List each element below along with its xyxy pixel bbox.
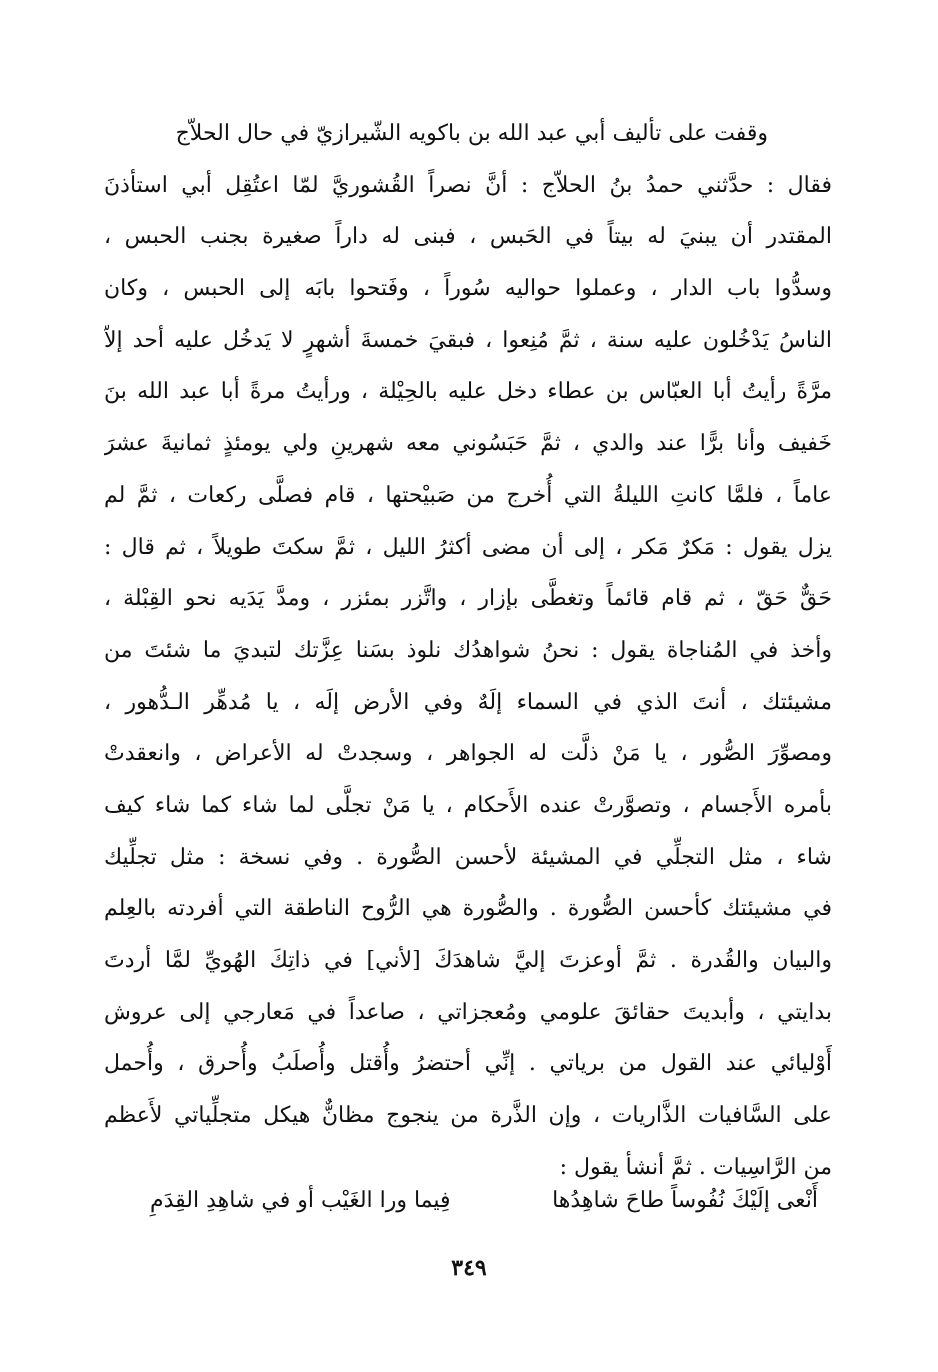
prose-body [104, 108, 832, 1193]
body-line: بدايتي ، وأبديتَ حقائقَ علومي ومُعجزاتي ، صاعداً في مَعارجي إلى عروش [104, 999, 832, 1025]
body-line: من الرَّاسِيات . ثمَّ أنشأ يقول : [559, 1154, 832, 1180]
body-line: وسدُّوا باب الدار ، وعملوا حواليه سُوراً ، وفَتحوا بابَه إلى الحبس ، وكان [104, 276, 832, 302]
body-line: مشيئتك ، أنتَ الذي في السماء إلَهٌ وفي الأرض إلَه ، يا مُدهِّر الـدُّهور ، [104, 689, 832, 715]
body-line: خَفيف وأنا برًّا عند والدي ، ثمَّ حَبَسُوني معه شهرينِ ولي يومئذٍ ثمانيةَ عشرَ [104, 431, 832, 457]
body-line: على السَّافيات الذَّاريات ، وإن الذَّرة من ينجوج مظانٌّ هيكل متجلِّياتي لأَعظم [104, 1103, 832, 1129]
body-line: أَوْليائي عند القول من برياتي . إنِّي أحتضرُ وأُقتل وأُصلَبُ وأُحرق ، وأُحمل [104, 1051, 832, 1077]
body-line: ومصوِّرَ الصُّور ، يا مَنْ ذلَّت له الجواهر ، وسجدتْ له الأعراض ، وانعقدتْ [104, 741, 832, 767]
verse-first-hemistich: أَنْعى إلَيْكَ نُفُوساً طاحَ شاهِدُها [552, 1188, 818, 1213]
body-line: بأمره الأَجسام ، وتصوَّرتْ عنده الأَحكام ، يا مَنْ تجلَّى لما شاء كما شاء كيف [104, 792, 832, 818]
body-line: حَقٌّ حَقّ ، ثم قام قائماً وتغطَّى بإزار ، واتَّزر بمئزر ، ومدَّ يَدَيه نحو القِبْلة ، [104, 586, 832, 612]
poem-verse [150, 1176, 818, 1226]
body-line: وقفت على تأليف أبي عبد الله بن باكويه الشّيرازيّ في حال الحلاّج [175, 121, 768, 146]
verse-second-hemistich: فِيما ورا الغَيْب أو في شاهِدِ القِدَمِ [150, 1188, 451, 1213]
body-line: فقال : حدَّثني حمدُ بنُ الحلاّج : أنَّ نصراً القُشوريَّ لمّا اعتُقِل أبي استأذنَ [104, 172, 832, 198]
page-number: ٣٤٩ [451, 1255, 487, 1281]
body-line: يزل يقول : مَكرٌ مَكر ، إلى أن مضى أكثرُ الليل ، ثمَّ سكتَ طويلاً ، ثم قال : [104, 534, 832, 560]
body-line: وأخذ في المُناجاة يقول : نحنُ شواهدُك نلوذ بسَنا عِزَّتك لتبديَ ما شئتَ من [104, 637, 832, 663]
body-line: مرَّةً رأيتُ أبا العبّاس بن عطاء دخل عليه بالحِيْلة ، ورأيتُ مرةً أبا عبد الله بنَ [104, 379, 832, 405]
body-line: عاماً ، فلمَّا كانتِ الليلةُ التي أُخرج من صَبيْحتها ، قام فصلَّى ركعات ، ثمَّ لم [104, 482, 832, 508]
body-line: والبيان والقُدرة . ثمَّ أوعزتَ إليَّ شاهدَكَ [لأني] في ذاتِكَ الهُويِّ لمَّا أردتَ [104, 948, 832, 973]
body-line: في مشيئتك كأحسن الصُّورة . والصُّورة هي الرُّوح الناطقة التي أفردته بالعِلم [104, 896, 832, 922]
body-line: الناسُ يَدْخُلون عليه سنة ، ثمَّ مُنِعوا ، فبقيَ خمسةَ أشهرٍ لا يَدخُل عليه أحد إلاّ [104, 327, 832, 353]
body-line: شاء ، مثل التجلِّي في المشيئة لأحسن الصُّورة . وفي نسخة : مثل تجلِّيك [104, 844, 832, 870]
body-line: المقتدر أن يبنيَ له بيتاً في الحَبس ، فبنى له داراً صغيرة بجنب الحبس ، [104, 224, 832, 250]
